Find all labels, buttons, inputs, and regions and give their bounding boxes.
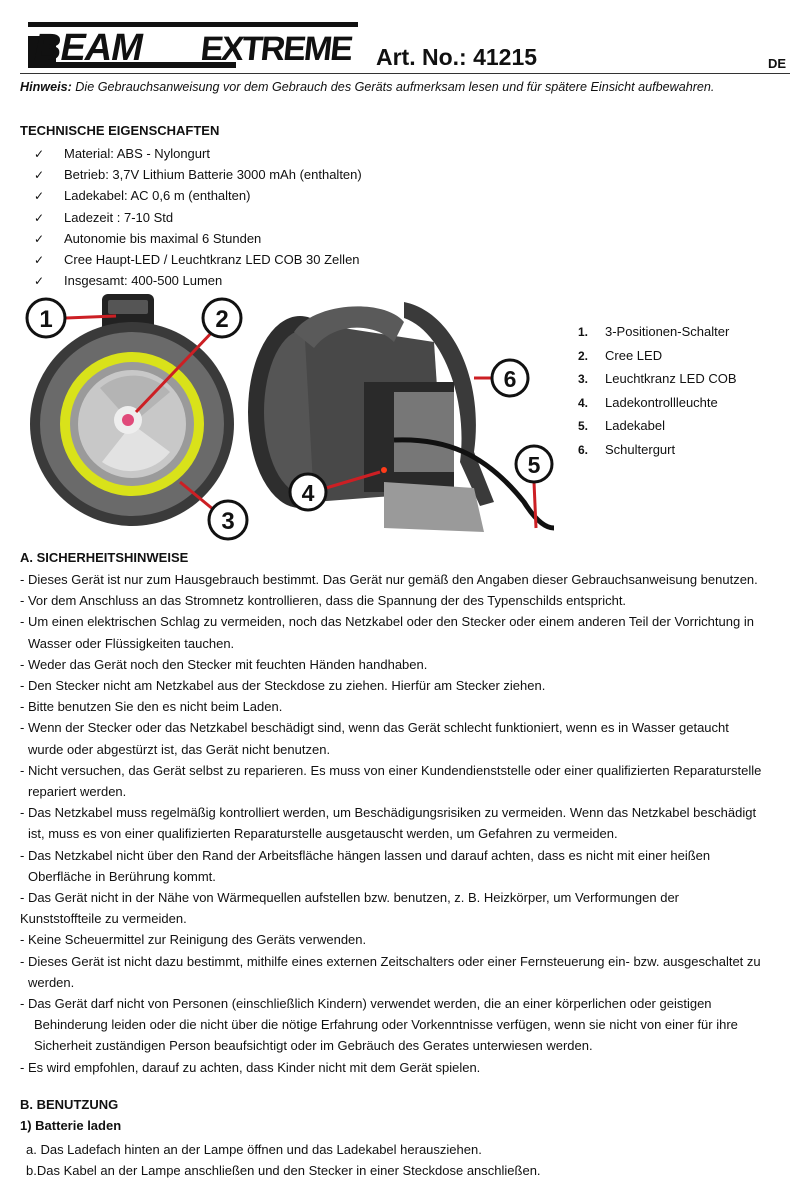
list-item — [578, 367, 737, 391]
lamp-back-photo — [244, 292, 554, 542]
check-icon: ✓ — [34, 189, 45, 204]
list-item — [34, 207, 362, 228]
header-rule — [20, 73, 790, 74]
list-item — [34, 270, 362, 291]
legend-number: 4. — [578, 395, 589, 410]
check-icon: ✓ — [34, 231, 45, 246]
brand-word-extreme: EXTREME — [198, 30, 354, 68]
legend-label: Ladekabel — [605, 418, 665, 433]
parts-legend — [578, 320, 737, 461]
text-line: - Bitte benutzen Sie den es nicht beim Laden. — [20, 699, 283, 715]
safety-heading: A. SICHERHEITSHINWEISE — [20, 550, 189, 565]
legend-number: 3. — [578, 372, 589, 386]
list-item — [578, 414, 737, 438]
spec-text: Material: ABS - Nylongurt — [64, 146, 210, 161]
text-line: Oberfläche in Berührung kommt. — [28, 868, 216, 884]
text-line: Kunststoffteile zu vermeiden. — [20, 911, 187, 927]
list-item — [34, 249, 362, 270]
list-item — [578, 391, 737, 415]
text-line: - Keine Scheuermittel zur Reinigung des Geräts verwenden. — [20, 932, 367, 948]
check-icon: ✓ — [34, 274, 45, 289]
text-line: Wasser oder Flüssigkeiten tauchen. — [28, 635, 235, 651]
callout-3-label: 3 — [221, 508, 235, 535]
callout-6 — [474, 360, 528, 396]
brand-logo — [26, 18, 362, 74]
text-line: wurde oder abgestürzt ist, das Gerät nicht benutzen. — [28, 741, 331, 757]
spec-list — [34, 143, 362, 291]
text-line: - Um einen elektrischen Schlag zu vermeiden, noch das Netzkabel oder den Stecker oder einem anderen Teil der Vorrichtung in — [20, 614, 754, 630]
usage-subheading: 1) Batterie laden — [20, 1118, 122, 1133]
brand-word-beam: BEAM — [34, 27, 142, 69]
note-text: Die Gebrauchsanweisung vor dem Gebrauch des Geräts aufmerksam lesen und für spätere Einsicht aufbewahren. — [71, 80, 715, 94]
legend-label: 3-Positionen-Schalter — [605, 324, 730, 339]
spec-text: Insgesamt: 400-500 Lumen — [64, 273, 223, 289]
text-line: - Das Netzkabel nicht über den Rand der Arbeitsfläche hängen lassen und darauf achten, dass es nicht mit einer heißen — [20, 847, 711, 863]
lamp-front-photo — [20, 292, 250, 542]
callout-6-label: 6 — [503, 366, 517, 392]
spec-text: Ladekabel: AC 0,6 m (enthalten) — [64, 188, 251, 204]
language-code: DE — [767, 56, 786, 71]
list-item — [34, 185, 362, 206]
note-label: Hinweis: — [20, 80, 72, 94]
safety-text — [20, 569, 795, 1078]
legend-number: 5. — [578, 419, 589, 433]
legend-label: Leuchtkranz LED COB — [605, 371, 737, 386]
list-item — [578, 344, 737, 368]
text-line: werden. — [28, 974, 75, 990]
text-line: ist, muss es von einer qualifizierten Reparaturstelle ausgetauscht werden, um Gefahren zu vermeiden. — [28, 826, 618, 842]
legend-label: Cree LED — [605, 347, 663, 363]
callout-1-label: 1 — [39, 306, 53, 333]
list-item — [34, 164, 362, 185]
text-line: Behinderung leiden oder die nicht über die nötige Erfahrung oder Vorkenntnisse verfügen, wenn sie nicht von einer für ihre — [34, 1017, 738, 1033]
legend-label: Ladekontrollleuchte — [605, 394, 718, 410]
callout-4-label: 4 — [301, 480, 315, 506]
text-line: repariert werden. — [28, 784, 127, 800]
spec-text: Autonomie bis maximal 6 Stunden — [64, 230, 262, 246]
tech-heading: TECHNISCHE EIGENSCHAFTEN — [20, 123, 220, 138]
spec-text: Cree Haupt-LED / Leuchtkranz LED COB 30 Zellen — [64, 251, 360, 267]
text-line: Sicherheit zuständigen Person beaufsichtigt oder im Gebräuch des Gerates unterwiesen werden. — [34, 1038, 593, 1054]
check-icon: ✓ — [34, 147, 45, 161]
text-line: - Weder das Gerät noch den Stecker mit feuchten Händen handhaben. — [20, 656, 428, 672]
list-item — [34, 228, 362, 249]
callout-2-label: 2 — [215, 306, 229, 333]
text-line: - Das Gerät darf nicht von Personen (einschließlich Kindern) verwendet werden, die an einer körperlichen oder geistigen — [20, 996, 712, 1012]
callout-5 — [516, 446, 552, 528]
text-line: - Das Netzkabel muss regelmäßig kontrolliert werden, um Beschädigungsrisiken zu vermeiden. Wenn das Netzkabel beschädigt — [20, 805, 757, 821]
text-line: - Den Stecker nicht am Netzkabel aus der Steckdose zu ziehen. Hierfür am Stecker ziehen. — [20, 678, 546, 694]
text-line: - Dieses Gerät ist nur zum Hausgebrauch bestimmt. Das Gerät nur gemäß den Angaben dieser Gebrauchsanweisung benutzen. — [20, 572, 758, 587]
callout-3 — [180, 482, 247, 539]
legend-label: Schultergurt — [605, 441, 676, 457]
check-icon: ✓ — [34, 252, 45, 267]
check-icon: ✓ — [34, 168, 45, 183]
list-item — [578, 438, 737, 462]
text-line: - Nicht versuchen, das Gerät selbst zu reparieren. Es muss von einer Kundendienststelle oder einer qualifizierten Reparaturstelle — [20, 762, 762, 778]
text-line: - Das Gerät nicht in der Nähe von Wärmequellen aufstellen bzw. benutzen, z. B. Heizkörper, um Verformungen der — [20, 890, 680, 906]
text-line: - Dieses Gerät ist nicht dazu bestimmt, mithilfe eines externen Zeitschalters oder einer Fernsteuerung ein- bzw. ausgeschaltet zu — [20, 953, 761, 969]
legend-number: 1. — [578, 325, 589, 339]
text-line: - Es wird empfohlen, darauf zu achten, dass Kinder nicht mit dem Gerät spielen. — [20, 1059, 481, 1075]
list-item — [578, 320, 737, 344]
text-line: - Wenn der Stecker oder das Netzkabel beschädigt sind, wenn das Gerät schlecht funktioniert, wenn es in Wasser getaucht — [20, 720, 729, 736]
spec-text: Betrieb: 3,7V Lithium Batterie 3000 mAh (enthalten) — [64, 167, 362, 183]
legend-number: 2. — [578, 348, 589, 363]
header — [26, 18, 786, 78]
usage-steps — [26, 1139, 541, 1181]
spec-text: Ladezeit : 7-10 Std — [64, 209, 174, 225]
legend-number: 6. — [578, 442, 589, 457]
check-icon: ✓ — [34, 210, 45, 225]
article-number: Art. No.: 41215 — [376, 44, 538, 70]
text-line: b.Das Kabel an der Lampe anschließen und den Stecker in einer Steckdose anschließen. — [26, 1163, 541, 1179]
list-item — [34, 143, 362, 164]
text-line: a. Das Ladefach hinten an der Lampe öffnen und das Ladekabel herausziehen. — [26, 1142, 482, 1157]
callout-5-label: 5 — [527, 452, 541, 478]
usage-heading: B. BENUTZUNG — [20, 1097, 119, 1112]
note — [20, 80, 714, 94]
text-line: - Vor dem Anschluss an das Stromnetz kontrollieren, dass die Spannung der des Typenschilds entspricht. — [20, 593, 627, 609]
